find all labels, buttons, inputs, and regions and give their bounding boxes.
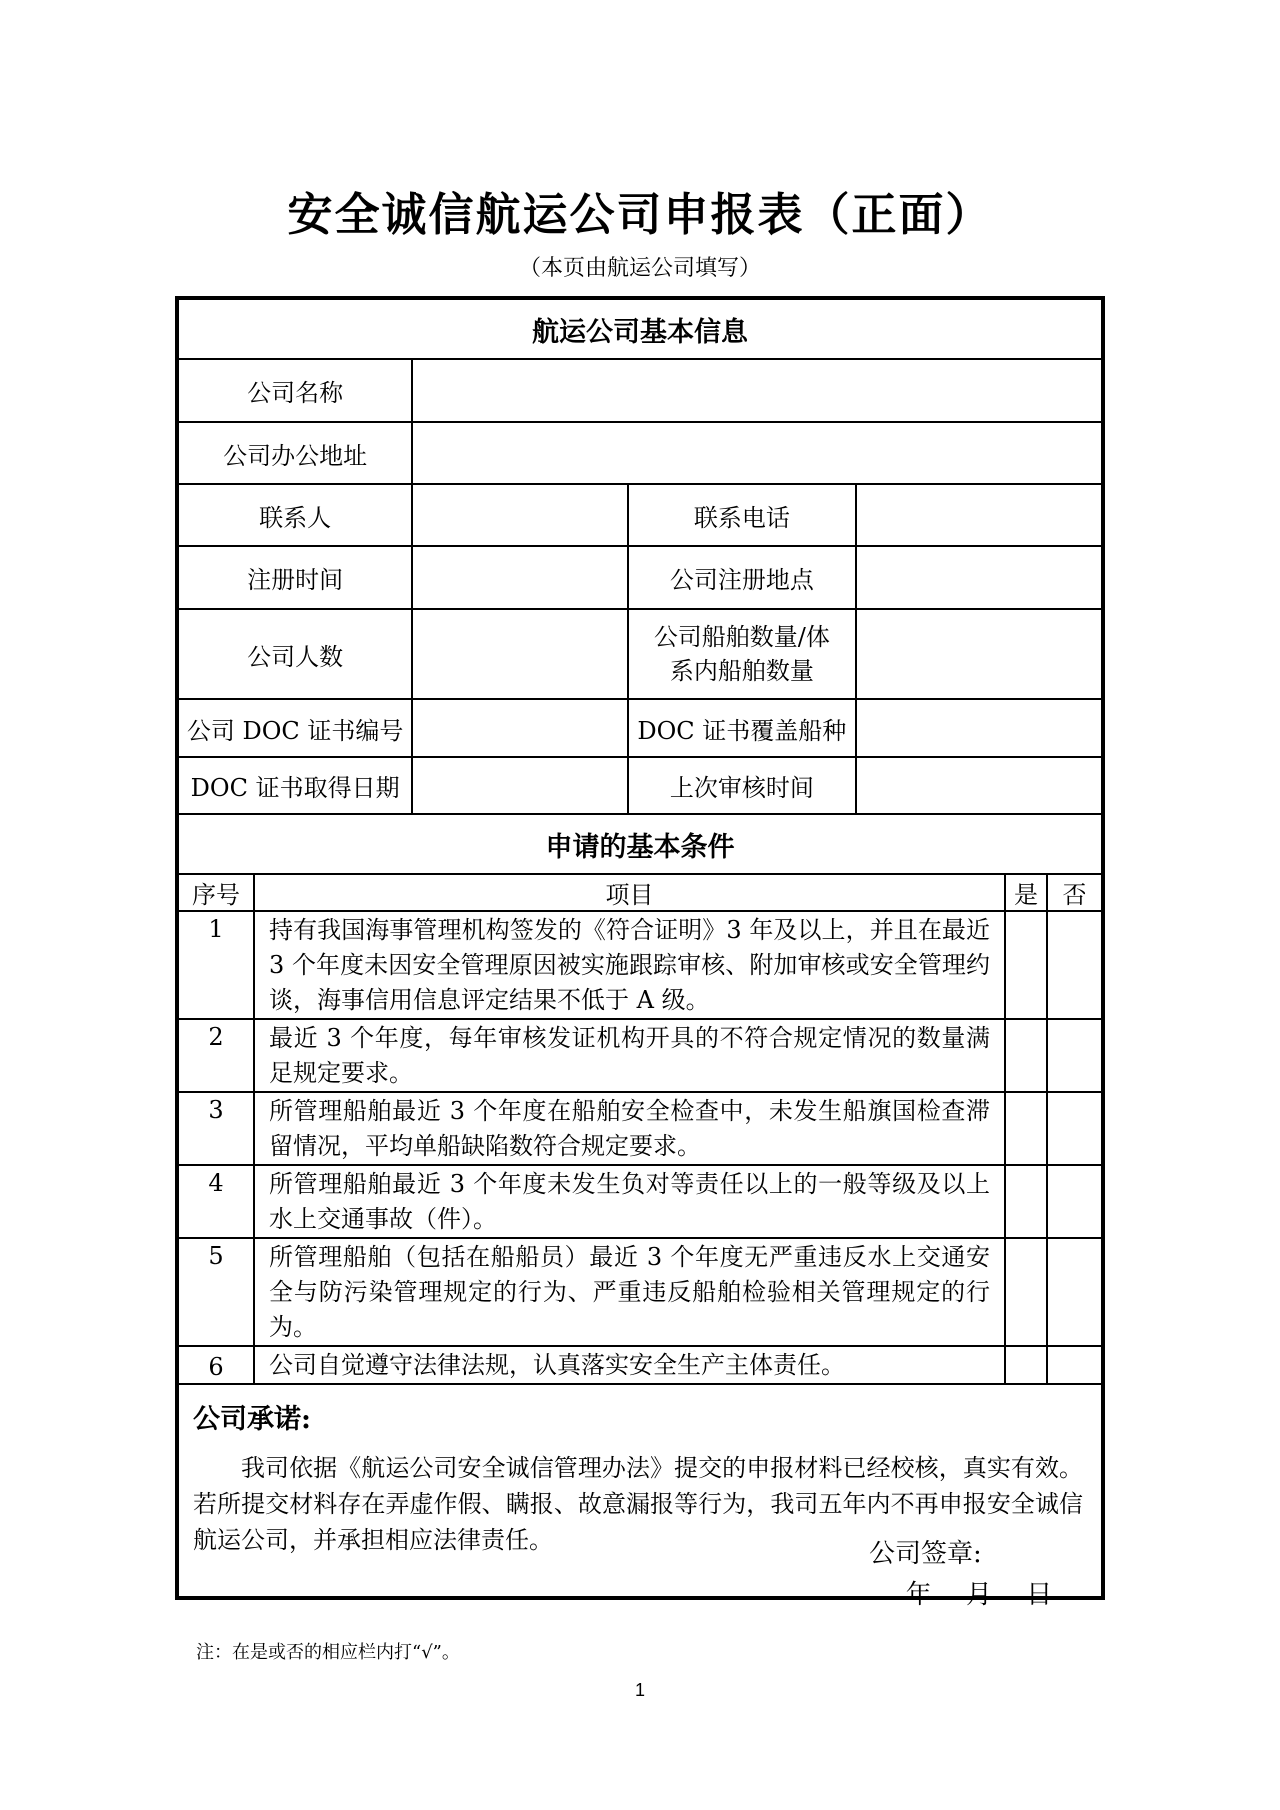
contact-phone-field[interactable] bbox=[856, 484, 1101, 546]
register-time-field[interactable] bbox=[412, 546, 628, 609]
company-name-label: 公司名称 bbox=[179, 359, 412, 422]
page-title: 安全诚信航运公司申报表（正面） bbox=[287, 188, 993, 241]
condition-row bbox=[179, 1019, 1101, 1092]
signature-block bbox=[869, 1533, 1099, 1611]
condition-yes-cell[interactable] bbox=[1005, 911, 1047, 1019]
doc-ship-types-field[interactable] bbox=[856, 699, 1101, 757]
condition-number: 1 bbox=[179, 911, 254, 1019]
condition-yes-cell[interactable] bbox=[1005, 1019, 1047, 1092]
contact-person-label: 联系人 bbox=[179, 484, 412, 546]
doc-number-field[interactable] bbox=[412, 699, 628, 757]
promise-heading: 公司承诺: bbox=[193, 1404, 311, 1435]
company-name-field[interactable] bbox=[412, 359, 1101, 422]
footnote: 注：在是或否的相应栏内打“√”。 bbox=[196, 1642, 460, 1663]
basic-info-header: 航运公司基本信息 bbox=[179, 300, 1101, 359]
last-audit-field[interactable] bbox=[856, 757, 1101, 814]
col-no-header: 否 bbox=[1047, 875, 1101, 911]
col-item-header: 项目 bbox=[254, 875, 1005, 911]
condition-yes-cell[interactable] bbox=[1005, 1346, 1047, 1384]
basic-info-table bbox=[179, 300, 1101, 875]
condition-yes-cell[interactable] bbox=[1005, 1092, 1047, 1165]
condition-text: 所管理船舶最近 3 个年度在船舶安全检查中，未发生船旗国检查滞留情况，平均单船缺陷数符合规定要求。 bbox=[254, 1092, 1005, 1165]
condition-number: 5 bbox=[179, 1238, 254, 1346]
condition-no-cell[interactable] bbox=[1047, 1346, 1101, 1384]
doc-number-label: 公司 DOC 证书编号 bbox=[179, 699, 412, 757]
doc-date-field[interactable] bbox=[412, 757, 628, 814]
condition-number: 4 bbox=[179, 1165, 254, 1238]
condition-no-cell[interactable] bbox=[1047, 1092, 1101, 1165]
condition-text: 持有我国海事管理机构签发的《符合证明》3 年及以上，并且在最近 3 个年度未因安全管理原因被实施跟踪审核、附加审核或安全管理约谈，海事信用信息评定结果不低于 A 级。 bbox=[254, 911, 1005, 1019]
office-address-label: 公司办公地址 bbox=[179, 422, 412, 484]
condition-row bbox=[179, 1346, 1101, 1384]
date-line[interactable]: 年 月 日 bbox=[905, 1580, 1053, 1610]
ship-count-field[interactable] bbox=[856, 609, 1101, 699]
condition-yes-cell[interactable] bbox=[1005, 1238, 1047, 1346]
condition-no-cell[interactable] bbox=[1047, 1019, 1101, 1092]
condition-text: 最近 3 个年度，每年审核发证机构开具的不符合规定情况的数量满足规定要求。 bbox=[254, 1019, 1005, 1092]
doc-ship-types-label: DOC 证书覆盖船种 bbox=[628, 699, 856, 757]
register-place-field[interactable] bbox=[856, 546, 1101, 609]
register-time-label: 注册时间 bbox=[179, 546, 412, 609]
company-promise-section bbox=[179, 1385, 1101, 1610]
condition-yes-cell[interactable] bbox=[1005, 1165, 1047, 1238]
condition-no-cell[interactable] bbox=[1047, 1238, 1101, 1346]
register-place-label: 公司注册地点 bbox=[628, 546, 856, 609]
promise-body: 我司依据《航运公司安全诚信管理办法》提交的申报材料已经校核，真实有效。若所提交材料存在弄虚作假、瞒报、故意漏报等行为，我司五年内不再申报安全诚信航运公司，并承担相应法律责任。 bbox=[193, 1454, 1083, 1554]
condition-row bbox=[179, 1092, 1101, 1165]
contact-person-field[interactable] bbox=[412, 484, 628, 546]
condition-text: 所管理船舶最近 3 个年度未发生负对等责任以上的一般等级及以上水上交通事故（件）。 bbox=[254, 1165, 1005, 1238]
condition-number: 2 bbox=[179, 1019, 254, 1092]
staff-count-field[interactable] bbox=[412, 609, 628, 699]
company-seal-label[interactable]: 公司签章: bbox=[869, 1539, 982, 1569]
condition-row bbox=[179, 911, 1101, 1019]
contact-phone-label: 联系电话 bbox=[628, 484, 856, 546]
condition-no-cell[interactable] bbox=[1047, 1165, 1101, 1238]
condition-text: 公司自觉遵守法律法规，认真落实安全生产主体责任。 bbox=[254, 1346, 1005, 1384]
condition-number: 3 bbox=[179, 1092, 254, 1165]
conditions-table bbox=[179, 875, 1101, 1385]
doc-date-label: DOC 证书取得日期 bbox=[179, 757, 412, 814]
condition-text: 所管理船舶（包括在船船员）最近 3 个年度无严重违反水上交通安全与防污染管理规定的行为、严重违反船舶检验相关管理规定的行为。 bbox=[254, 1238, 1005, 1346]
condition-number: 6 bbox=[179, 1346, 254, 1384]
conditions-header: 申请的基本条件 bbox=[179, 814, 1101, 874]
ship-count-label: 公司船舶数量/体系内船舶数量 bbox=[628, 609, 856, 699]
condition-row bbox=[179, 1238, 1101, 1346]
col-yes-header: 是 bbox=[1005, 875, 1047, 911]
office-address-field[interactable] bbox=[412, 422, 1101, 484]
col-seq-header: 序号 bbox=[179, 875, 254, 911]
page-subtitle: （本页由航运公司填写） bbox=[518, 256, 761, 281]
last-audit-label: 上次审核时间 bbox=[628, 757, 856, 814]
form-box bbox=[175, 296, 1105, 1610]
staff-count-label: 公司人数 bbox=[179, 609, 412, 699]
page-number: 1 bbox=[634, 1680, 645, 1700]
condition-no-cell[interactable] bbox=[1047, 911, 1101, 1019]
condition-row bbox=[179, 1165, 1101, 1238]
